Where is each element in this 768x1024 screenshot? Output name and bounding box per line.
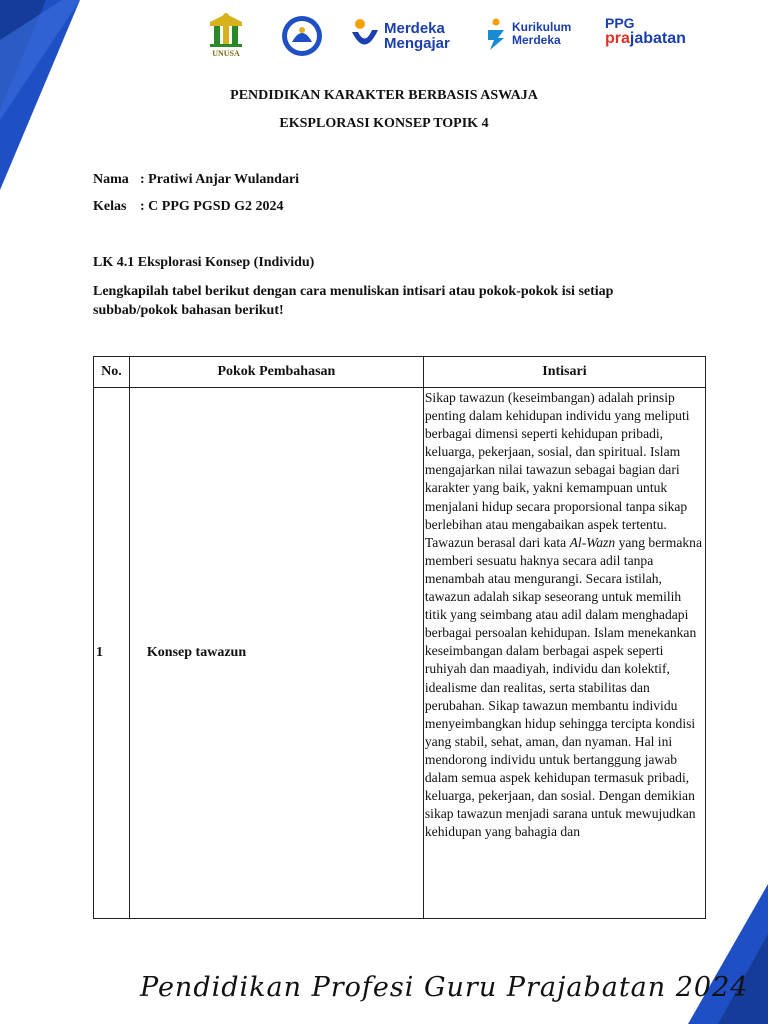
- row-summary-cell: [423, 388, 705, 919]
- kurikulum-line2: Merdeka: [512, 33, 561, 47]
- merdeka-mengajar-line2: Mengajar: [384, 35, 450, 52]
- instruction-text: Lengkapilah tabel berikut dengan cara menuliskan intisari atau pokok-pokok isi setiap subbab/pokok bahasan berikut!: [93, 284, 614, 318]
- summary-part-b: yang bermakna memberi sesuatu haknya secara adil tanpa menambah atau mengurangi. Secara istilah, tawazun adalah sikap seseorang untuk memilih titik yang seimbang atau adil dalam menghadapi berbagai persoalan kehidupan. Islam menekankan keseimbangan dalam berbagai aspek seperti ruhiyah dan maadiyah, individu dan kolektif, idealisme dan realitas, serta stabilitas dan perubahan. Sikap tawazun membantu individu menyeimbangkan hidup sehingga tercipta kondisi yang stabil, sehat, aman, dan nyaman. Hal ini mendorong individu untuk bertanggung jawab dalam semua aspek kehidupan termasuk pribadi, keluarga, pekerjaan, dan sosial. Dengan demikian sikap tawazun menjadi sarana untuk mewujudkan kehidupan yang bahagia dan: [424, 534, 703, 840]
- summary-term: Al-Wazn: [569, 534, 616, 550]
- class-label: Kelas: [93, 199, 127, 214]
- footer-signature: Pendidikan Profesi Guru Prajabatan 2024: [140, 972, 749, 1003]
- kurikulum-merdeka-icon: [484, 18, 508, 50]
- row-topic: Konsep tawazun: [129, 388, 423, 919]
- kurikulum-line1: Kurikulum: [512, 20, 572, 34]
- logo-bar: [200, 10, 720, 66]
- prajabatan-text-a: pra: [605, 30, 630, 47]
- kurikulum-merdeka-text: [512, 21, 571, 47]
- table-header-row: [94, 357, 706, 388]
- ppg-prajabatan-logo: [605, 16, 686, 48]
- prajabatan-text: [605, 30, 686, 48]
- name-value: : Pratiwi Anjar Wulandari: [140, 172, 300, 187]
- unusa-logo-text: UNUSA: [212, 49, 240, 58]
- merdeka-mengajar-line1: Merdeka: [384, 20, 445, 37]
- merdeka-mengajar-logo: [350, 18, 450, 54]
- document-title: PENDIDIKAN KARAKTER BERBASIS ASWAJA: [230, 88, 538, 103]
- unusa-logo: [200, 10, 252, 58]
- ppg-text: PPG: [605, 15, 635, 31]
- header-summary: Intisari: [423, 357, 705, 388]
- document-subtitle: EKSPLORASI KONSEP TOPIK 4: [279, 116, 489, 131]
- row-number: 1: [94, 388, 130, 919]
- prajabatan-text-b: jabatan: [629, 30, 686, 47]
- header-topic: Pokok Pembahasan: [129, 357, 423, 388]
- class-row: [93, 199, 284, 215]
- table-row: [94, 388, 706, 919]
- summary-part-a: Sikap tawazun (keseimbangan) adalah prinsip penting dalam kehidupan individu yang meliputi berbagai dimensi seperti kehidupan pribadi, keluarga, pekerjaan, sosial, dan spiritual. Islam mengajarkan nilai tawazun sebagai bagian dari karakter yang baik, yakni kemampuan untuk menjalani hidup secara proporsional tanpa sikap berlebihan atau mengabaikan aspek tertentu. Tawazun berasal dari kata: [424, 390, 690, 550]
- merdeka-mengajar-icon: [350, 18, 380, 54]
- kurikulum-merdeka-logo: [484, 18, 571, 50]
- class-value: : C PPG PGSD G2 2024: [140, 199, 284, 214]
- worksheet-title: LK 4.1 Eksplorasi Konsep (Individu): [93, 255, 315, 270]
- name-label: Nama: [93, 172, 129, 187]
- row-summary: [425, 389, 705, 916]
- concept-table: [93, 356, 706, 919]
- merdeka-mengajar-text: [384, 21, 450, 51]
- unusa-emblem-icon: [204, 10, 248, 48]
- tut-wuri-handayani-icon: [280, 14, 324, 58]
- header-no: No.: [94, 357, 130, 388]
- name-row: [93, 172, 299, 188]
- tut-wuri-logo: [280, 14, 324, 58]
